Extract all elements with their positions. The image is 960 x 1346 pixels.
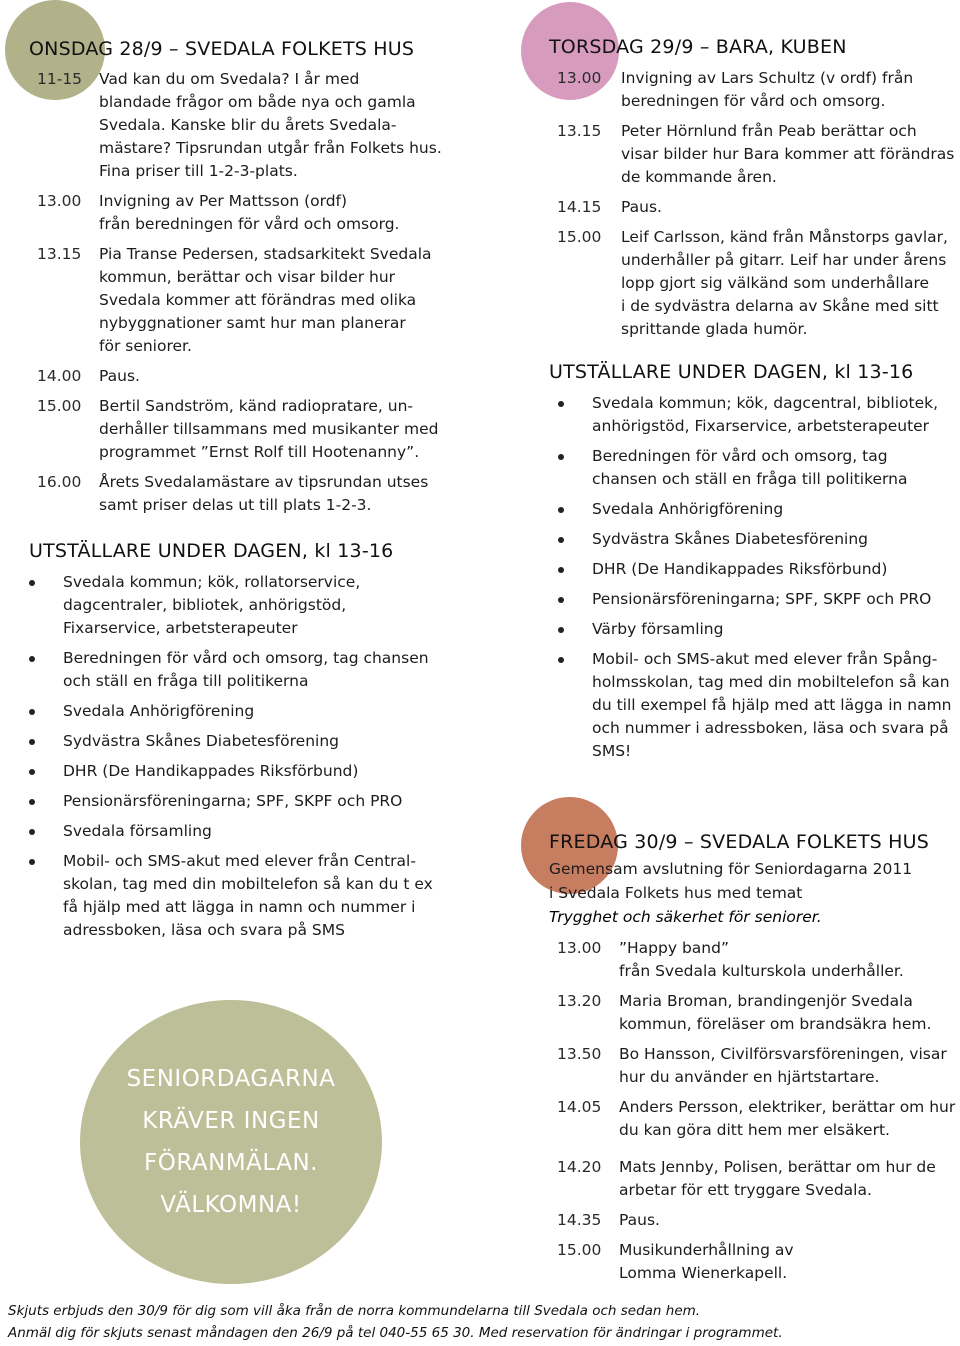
event-text: Musikunderhållning av Lomma Wienerkapell.	[619, 1241, 794, 1282]
event-text: Anders Persson, elektriker, berättar om hur du kan göra ditt hem mer elsäkert.	[619, 1098, 956, 1139]
event-text: Paus.	[619, 1211, 660, 1229]
list-item: Beredningen för vård och omsorg, tag chansen och ställ en fråga till politikerna	[554, 445, 960, 491]
list-item: Pensionärsföreningarna; SPF, SKPF och PRO	[25, 790, 465, 813]
schedule-row	[557, 67, 957, 113]
event-time: 14.00	[37, 367, 82, 385]
promo-line: VÄLKOMNA!	[160, 1192, 302, 1218]
promo-line: FÖRANMÄLAN.	[143, 1150, 318, 1176]
schedule-row	[557, 226, 957, 341]
event-time: 16.00	[37, 473, 82, 491]
list-item: Mobil- och SMS-akut med elever från Central- skolan, tag med din mobiltelefon så kan du t ex få hjälp med att lägga in namn och nummer i adressboken, läsa och svara på SMS	[25, 850, 465, 942]
list-item: Svedala Anhörigförening	[25, 700, 465, 723]
list-item: Svedala kommun; kök, rollatorservice, dagcentraler, bibliotek, anhörigstöd, Fixarservice, arbetsterapeuter	[25, 571, 465, 640]
schedule-row	[557, 1239, 957, 1285]
event-time: 15.00	[37, 397, 82, 415]
event-time: 13.15	[37, 245, 82, 263]
torsdag-exhibitors-list	[554, 392, 960, 770]
event-text: Mats Jennby, Polisen, berättar om hur de arbetar för ett tryggare Svedala.	[619, 1158, 936, 1199]
onsdag-exhibitors-list	[25, 571, 465, 949]
schedule-row	[37, 243, 477, 358]
fredag-schedule	[557, 937, 957, 1292]
event-time: 13.00	[557, 939, 602, 957]
list-item: Sydvästra Skånes Diabetesförening	[554, 528, 960, 551]
schedule-row	[557, 196, 957, 219]
schedule-row	[37, 471, 477, 517]
event-text: ”Happy band” från Svedala kulturskola underhåller.	[619, 939, 904, 980]
torsdag-exhibitors-title: UTSTÄLLARE UNDER DAGEN, kl 13-16	[549, 361, 914, 383]
list-item: Sydvästra Skånes Diabetesförening	[25, 730, 465, 753]
event-time: 13.00	[37, 192, 82, 210]
event-text: Maria Broman, brandingenjör Svedala kommun, föreläser om brandsäkra hem.	[619, 992, 932, 1033]
promo-line: SENIORDAGARNA	[126, 1066, 336, 1092]
list-item: Värby församling	[554, 618, 960, 641]
event-text: Peter Hörnlund från Peab berättar och visar bilder hur Bara kommer att förändras de kommande åren.	[621, 122, 955, 186]
onsdag-exhibitors-title: UTSTÄLLARE UNDER DAGEN, kl 13-16	[29, 540, 394, 562]
event-text: Leif Carlsson, känd från Månstorps gavlar, underhåller på gitarr. Leif har under årens lopp gjort sig välkänd som underhållare i de sydvästra delarna av Skåne med sitt sprittande glada humör.	[621, 228, 948, 338]
event-text: Invigning av Per Mattsson (ordf) från beredningen för vård och omsorg.	[99, 192, 400, 233]
event-time: 11-15	[37, 70, 83, 88]
schedule-row	[557, 1209, 957, 1232]
event-time: 13.00	[557, 69, 602, 87]
event-time: 13.15	[557, 122, 602, 140]
schedule-row	[37, 68, 477, 183]
event-time: 14.35	[557, 1211, 602, 1229]
torsdag-schedule	[557, 67, 957, 348]
event-text: Årets Svedalamästare av tipsrundan utses samt priser delas ut till plats 1-2-3.	[99, 473, 429, 514]
event-text: Bo Hansson, Civilförsvarsföreningen, visar hur du använder en hjärtstartare.	[619, 1045, 947, 1086]
event-text: Invigning av Lars Schultz (v ordf) från beredningen för vård och omsorg.	[621, 69, 914, 110]
onsdag-title: ONSDAG 28/9 – SVEDALA FOLKETS HUS	[29, 38, 415, 60]
schedule-row	[557, 1096, 957, 1142]
schedule-row	[557, 1043, 957, 1089]
onsdag-schedule	[37, 68, 477, 524]
event-time: 15.00	[557, 228, 602, 246]
schedule-row	[37, 190, 477, 236]
fredag-intro-line1: Gemensam avslutning för Seniordagarna 2011	[549, 860, 913, 878]
event-text: Paus.	[99, 367, 140, 385]
fredag-intro	[549, 857, 954, 929]
fredag-theme: Trygghet och säkerhet för seniorer.	[549, 908, 822, 926]
footer-line1: Skjuts erbjuds den 30/9 för dig som vill åka från de norra kommundelarna till Svedala och sedan hem.	[8, 1303, 701, 1319]
schedule-row	[557, 937, 957, 983]
list-item: Pensionärsföreningarna; SPF, SKPF och PRO	[554, 588, 960, 611]
fredag-title: FREDAG 30/9 – SVEDALA FOLKETS HUS	[549, 831, 930, 853]
event-time: 14.15	[557, 198, 602, 216]
list-item: Svedala församling	[25, 820, 465, 843]
event-time: 14.05	[557, 1098, 602, 1116]
list-item: DHR (De Handikappades Riksförbund)	[25, 760, 465, 783]
schedule-row	[557, 1156, 957, 1202]
event-text: Pia Transe Pedersen, stadsarkitekt Svedala kommun, berättar och visar bilder hur Svedala kommer att förändras med olika nybyggnationer samt hur man planerar för seniorer.	[99, 245, 432, 355]
schedule-row	[557, 120, 957, 189]
promo-line: KRÄVER INGEN	[142, 1108, 320, 1134]
event-text: Paus.	[621, 198, 662, 216]
schedule-row	[37, 365, 477, 388]
event-time: 14.20	[557, 1158, 602, 1176]
schedule-row	[37, 395, 477, 464]
list-item: Svedala kommun; kök, dagcentral, bibliotek, anhörigstöd, Fixarservice, arbetsterapeuter	[554, 392, 960, 438]
fredag-intro-line2: i Svedala Folkets hus med temat	[549, 884, 803, 902]
torsdag-title: TORSDAG 29/9 – BARA, KUBEN	[549, 36, 847, 58]
list-item: Svedala Anhörigförening	[554, 498, 960, 521]
event-time: 13.50	[557, 1045, 602, 1063]
list-item: Beredningen för vård och omsorg, tag chansen och ställ en fråga till politikerna	[25, 647, 465, 693]
list-item: DHR (De Handikappades Riksförbund)	[554, 558, 960, 581]
schedule-row	[557, 990, 957, 1036]
event-text: Vad kan du om Svedala? I år med blandade frågor om både nya och gamla Svedala. Kanske blir du årets Svedala- mästare? Tipsrundan utgår från Folkets hus. Fina priser till 1-2-3-plats.	[99, 70, 442, 180]
list-item: Mobil- och SMS-akut med elever från Spång- holmsskolan, tag med din mobiltelefon så kan du till exempel få hjälp med att lägga in namn och nummer i adressboken, läsa och svara på SMS!	[554, 648, 960, 763]
event-text: Bertil Sandström, känd radiopratare, un- derhåller tillsammans med musikanter med programmet ”Ernst Rolf till Hootenanny”.	[99, 397, 439, 461]
promo-text	[80, 1000, 382, 1284]
event-time: 13.20	[557, 992, 602, 1010]
event-time: 15.00	[557, 1241, 602, 1259]
footer-line2: Anmäl dig för skjuts senast måndagen den 26/9 på tel 040-55 65 30. Med reservation för ändringar i programmet.	[8, 1325, 783, 1341]
